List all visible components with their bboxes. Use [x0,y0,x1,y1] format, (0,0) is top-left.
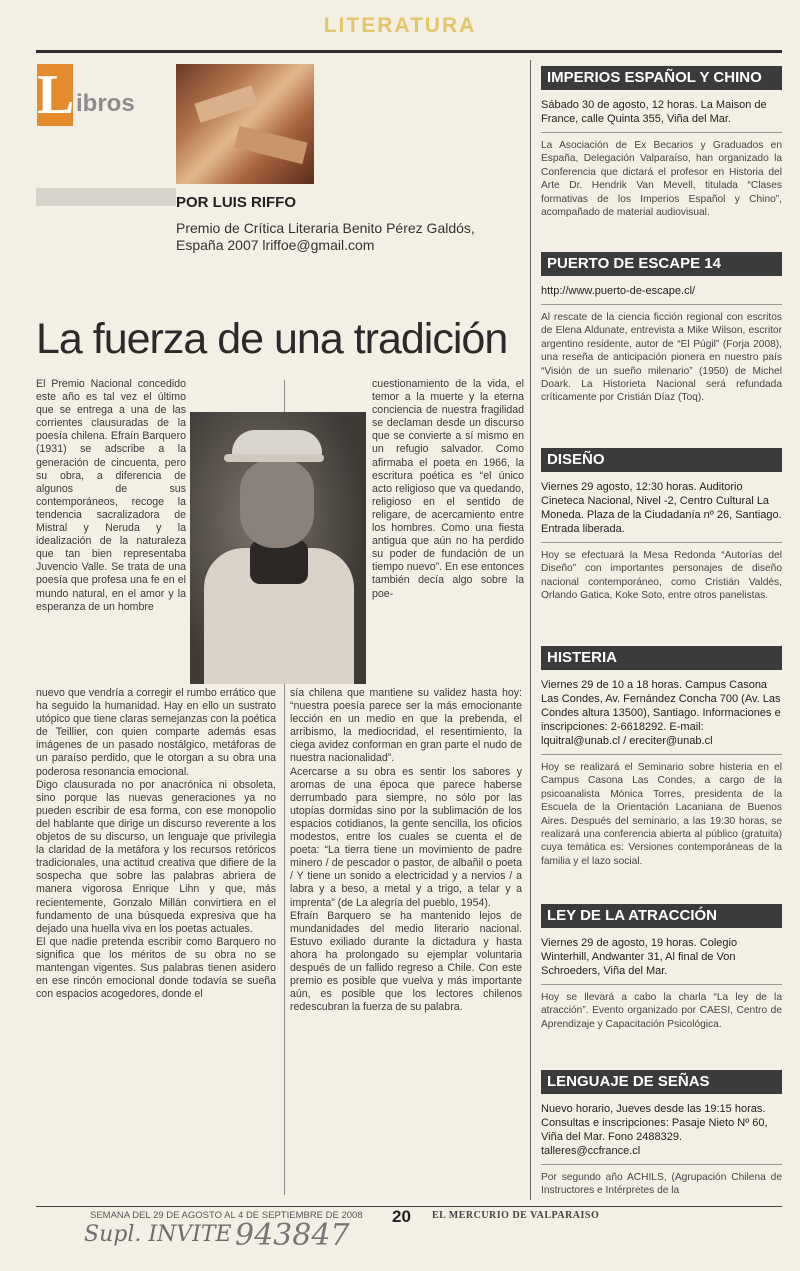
article-col1-bottom: nuevo que vendría a corregir el rumbo errático que ha seguido la humanidad. Hay en ello un sustrato utópico que tiene claras semejanzas con la poética de Teillier, con quien comparte además esas imágenes de un pasado nostálgico, metáforas de un paraíso perdido, que le otorgan a su obra una poderosa resonancia emocional. Digo clausurada no por anacrónica ni obsoleta, sino porque las nuevas generaciones ya no pueden escribir de esa forma, con ese monopolio del hablante que dirige un discurso reverente a los objetos de su discurso, un lenguaje que privilegia la claridad de la metáfora y los recursos retóricos tradicionales, una actitud creativa que difiere de la sospecha que sobre las palabras abriera de manera vigorosa Enrique Lihn y que, más recientemente, Gonzalo Millán convirtiera en el fundamento de una búsqueda expresiva que ha dejado una huella viva en los poetas actuales. El que nadie pretenda escribir como Barquero no significa que los méritos de su obra no se mantengan vigentes. Sus palabras tienen asidero en ese rincón emocional donde todavía se sueña con espacios acogedores, donde el [36,687,276,1001]
sidebar-event-description: Por segundo año ACHILS, (Agrupación Chilena de Instructores e Intérpretes de la [541,1172,782,1197]
sidebar-event-details: Sábado 30 de agosto, 12 horas. La Maison de France, calle Quinta 355, Viña del Mar. [541,99,767,125]
sidebar-event-details: Viernes 29 de agosto, 19 horas. Colegio Winterhill, Andwanter 31, Al final de Von Schroeders, Viña del Mar. [541,937,738,977]
books-photo [176,64,314,184]
section-header: LITERATURA [323,14,477,37]
sidebar-event-4 [541,646,782,868]
sidebar-event-details: Viernes 29 agosto, 12:30 horas. Auditorio Cineteca Nacional, Nivel -2, Centro Cultural La Moneda. Plaza de la Ciudadanía nº 26, Santiago. Entrada liberada. [541,481,782,535]
sidebar-divider [530,60,531,1200]
libros-logo-word: ibros [76,90,135,117]
sidebar-event-details: Nuevo horario, Jueves desde las 19:15 horas. Consultas e inscripciones: Pasaje Nieto Nº 60, Viña del Mar. Fono 2488329. talleres@ccfrance.cl [541,1103,768,1157]
sidebar-event-link[interactable]: http://www.puerto-de-escape.cl/ [541,285,696,297]
poet-portrait-photo [190,412,366,684]
article-headline: La fuerza de una tradición [36,315,508,363]
sidebar-event-details: Viernes 29 de 10 a 18 horas. Campus Casona Las Condes, Av. Fernández Concha 700 (Av. Las Condes altura 13500), Santiago. Informaciones e inscripciones: 2-6618292. E-mail: lquitral@unab.cl / ereciter@unab.cl [541,679,781,747]
sidebar-event-3 [541,448,782,603]
sidebar-event-description: Hoy se llevará a cabo la charla “La ley de la atracción”. Evento organizado por CAESI, Centro de Aprendizaje y Capacitación Psicológica. [541,992,782,1030]
newspaper-name: EL MERCURIO DE VALPARAISO [432,1210,600,1221]
footer-dates: SEMANA DEL 29 DE AGOSTO AL 4 DE SEPTIEMBRE DE 2008 [90,1210,363,1221]
author-credentials [176,220,506,254]
sidebar-event-2 [541,252,782,405]
sidebar-event-description: La Asociación de Ex Becarios y Graduados en España, Delegación Valparaíso, han organizado la Conferencia que dictará el profesor en Historia del Arte Dr. Hendrik Van Mevell, titulada “Clases formativas de los Imperios Español y Chino”, acompañado de material audiovisual. [541,140,782,219]
sidebar-event-description: Hoy se efectuará la Mesa Redonda “Autorías del Diseño” con importantes personajes de diseño nacional contemporáneo, como Cristián Valdés, Orlando Gatica, Koke Soto, entre otros panelistas. [541,550,782,602]
sidebar-event-title: PUERTO DE ESCAPE 14 [541,252,782,276]
author-email[interactable]: lriffoe@gmail.com [262,237,375,253]
sidebar-event-1 [541,66,782,219]
award-line2: España 2007 [176,237,259,253]
sidebar-event-6 [541,1070,782,1198]
article-col1-top: El Premio Nacional concedido este año es tal vez el último que se entrega a una de las corrientes clausuradas de la poesía chilena. Efraín Barquero (1931) se adscribe a la generación de cincuenta, pero su obra, a diferencia de algunos de sus contemporáneos, recoge la tendencia sacralizadora de Mistral y Neruda y la idealización de la naturaleza que tan bien representaba Juvencio Valle. Se trata de una poesía que profesa una fe en el mundo natural, en el amor y la esperanza de un hombre [36,378,186,613]
article-col2-top: cuestionamiento de la vida, el temor a la muerte y la eterna conciencia de nuestra fragilidad se declaman desde un discurso que se convierte a sí mismo en un refugio salvador. Como afirmaba el poeta en 1966, la escritura poética es “el único acto religioso que va quedando, religioso en el sentido de religare, de acercamiento entre los hombres. Como una fiesta antigua que aún no ha perdido su poder de fundación de un tiempo nuevo”. En ese entonces también decía algo sobre la poe- [372,378,524,600]
award-line1: Premio de Crítica Literaria Benito Pérez Galdós, [176,220,475,236]
sidebar-event-description: Hoy se realizará el Seminario sobre histeria en el Campus Casona Las Condes, a cargo de la psicoanalista Mónica Torres, presidenta de la Escuela de la Orientación Lacaniana de Buenos Aires. Después del seminario, a las 19:30 horas, se realizará una conferencia abierta al público (gratuita) cuya temática es: Versiones contemporáneas de la familia y el lazo social. [541,762,782,867]
sidebar-event-title: HISTERIA [541,646,782,670]
sidebar-event-description: Al rescate de la ciencia ficción regional con escritos de Elena Aldunate, entrevista a Mike Wilson, escritor argentino residente, autor de “El Púgil” (Forja 2008), una reseña de anticipación pionera en nuestro país “Visión de un sueño milenario” (1950) de Michel Doark. La Historieta Nacional será refundada críticamente por Cristián Díaz (Toq). [541,312,782,404]
top-rule [36,50,782,53]
author-byline: POR LUIS RIFFO [176,194,296,211]
sidebar-event-title: LENGUAJE DE SEÑAS [541,1070,782,1094]
sidebar-event-title: LEY DE LA ATRACCIÓN [541,904,782,928]
sidebar-event-title: IMPERIOS ESPAÑOL Y CHINO [541,66,782,90]
page-number: 20 [392,1207,411,1226]
sidebar-event-5 [541,904,782,1031]
handwritten-number: 943847 [235,1218,350,1253]
libros-logo-initial: L [37,64,75,126]
article-col2-bottom: sía chilena que mantiene su validez hasta hoy: “nuestra poesía parece ser la más emocionante lección en un medio en que la prebenda, el arribismo, la mediocridad, el resentimiento, la ciega avidez conforman en gran parte el nudo de nuestra nacionalidad”. Acercarse a su obra es sentir los sabores y aromas de una época que parece haberse derrumbado para siempre, no sólo por las utopías dormidas sino por la sublimación de los espacios cotidianos, la gente sencilla, los oficios modestos, entre los cuales se cuenta el de poeta: “La tierra tiene un movimiento de padre minero / de pescador o pastor, de albañil o poeta / Y tiene un sonido a electricidad y a nervios / a labra y a beso, a metal y a trigo, a telar y a imprenta” (de La alegría del pueblo, 1954). Efraín Barquero se ha mantenido lejos de mundanidades del medio literario nacional. Estuvo exiliado durante la dictadura y hasta ahora ha prolongado su ejemplar voluntaria después de un fallido regreso a Chile. Con este premio es posible que vuelva y más importante aún, es posible que los lectores chilenos redescubran la fuerza de su palabra. [290,687,522,1014]
sidebar-event-title: DISEÑO [541,448,782,472]
grey-band [36,188,176,206]
handwritten-note: Supl. INVITE [84,1222,232,1247]
